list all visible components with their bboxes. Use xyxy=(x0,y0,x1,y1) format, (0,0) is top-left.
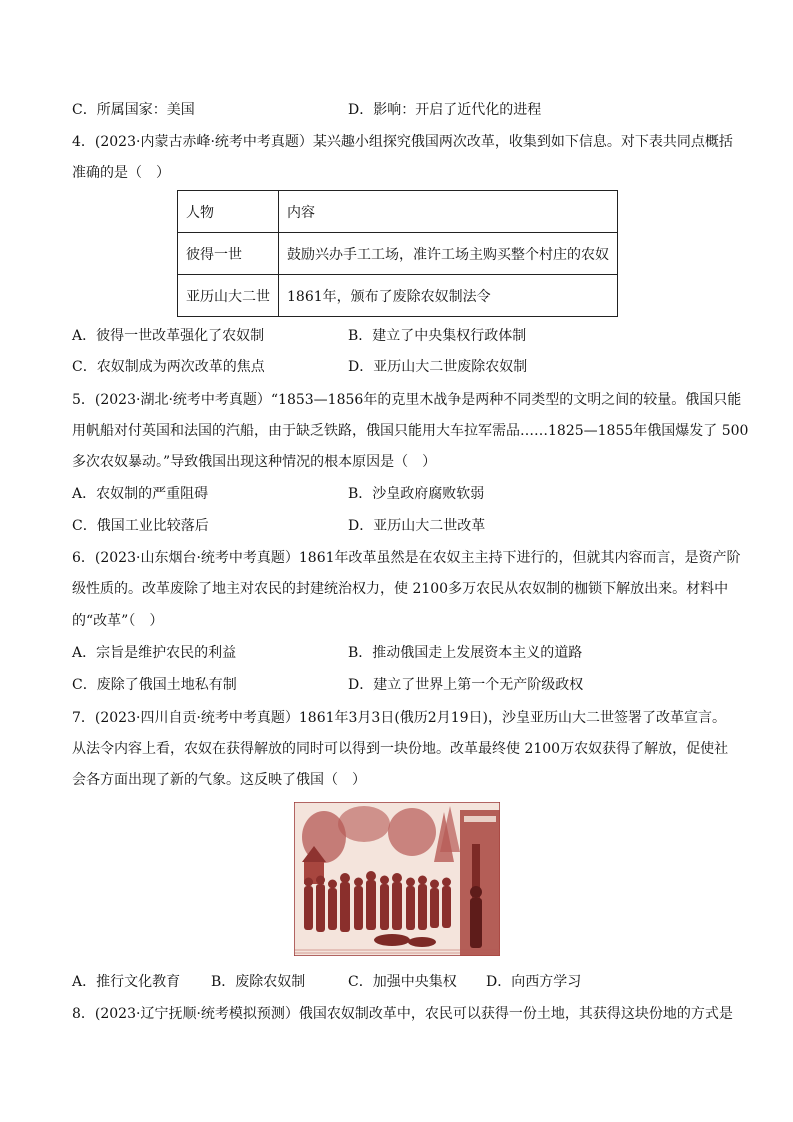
q8-stem-line1: 8．(2023·辽宁抚顺·统考模拟预测）俄国农奴制改革中，农民可以获得一份土地，其获得这块份地的方式是 xyxy=(72,1006,733,1022)
q6-stem-line3: 的“改革”（ ） xyxy=(72,613,164,629)
table-row xyxy=(178,233,618,275)
q4-info-table xyxy=(177,190,618,317)
table-cell: 鼓励兴办手工工场，准许工场主购买整个村庄的农奴 xyxy=(279,233,618,275)
q4-option-b: B．建立了中央集权行政体制 xyxy=(348,328,527,344)
q5-option-d: D．亚历山大二世改革 xyxy=(348,518,486,534)
q7-stem-line2: 从法令内容上看，农奴在获得解放的同时可以得到一块份地。改革最终使 2100万农奴获得了解放，促使社 xyxy=(72,741,729,757)
q6-stem-line1: 6．(2023·山东烟台·统考中考真题）1861年改革虽然是在农奴主主持下进行的，但就其内容而言，是资产阶 xyxy=(72,550,741,566)
q7-stem-line1: 7．(2023·四川自贡·统考中考真题）1861年3月3日(俄历2月19日)，沙皇亚历山大二世签署了改革宣言。 xyxy=(72,710,726,726)
q5-stem-line2: 用帆船对付英国和法国的汽船，由于缺乏铁路，俄国只能用大车拉军需品……1825—1855年俄国爆发了 500 xyxy=(72,423,749,439)
q7-option-b: B．废除农奴制 xyxy=(211,974,306,990)
table-header-row xyxy=(178,191,618,233)
q6-option-a: A．宗旨是维护农民的利益 xyxy=(72,645,237,661)
table-row xyxy=(178,275,618,317)
q7-option-d: D．向西方学习 xyxy=(486,974,582,990)
q4-option-a: A．彼得一世改革强化了农奴制 xyxy=(72,328,265,344)
q4-stem-line1: 4．(2023·内蒙古赤峰·统考中考真题）某兴趣小组探究俄国两次改革，收集到如下信息。对下表共同点概括 xyxy=(72,134,733,150)
q6-stem-line2: 级性质的。改革废除了地主对农民的封建统治权力，使 2100多万农民从农奴制的枷锁下解放出来。材料中 xyxy=(72,581,729,597)
q7-option-a: A．推行文化教育 xyxy=(72,974,181,990)
q4-stem-line2: 准确的是（ ） xyxy=(72,165,170,181)
q7-option-c: C．加强中央集权 xyxy=(348,974,457,990)
q6-option-d: D．建立了世界上第一个无产阶级政权 xyxy=(348,677,584,693)
q7-stem-line3: 会各方面出现了新的气象。这反映了俄国（ ） xyxy=(72,772,366,788)
table-header-cell: 人物 xyxy=(178,191,279,233)
q4-option-c: C．农奴制成为两次改革的焦点 xyxy=(72,359,265,375)
table-cell: 彼得一世 xyxy=(178,233,279,275)
q5-option-c: C．俄国工业比较落后 xyxy=(72,518,209,534)
q3-option-d: D．影响：开启了近代化的进程 xyxy=(348,102,542,118)
q3-option-c: C．所属国家：美国 xyxy=(72,102,195,118)
q5-stem-line1: 5．(2023·湖北·统考中考真题）“1853—1856年的克里木战争是两种不同类型的文明之间的较量。俄国只能 xyxy=(72,392,742,408)
q6-option-b: B．推动俄国走上发展资本主义的道路 xyxy=(348,645,583,661)
q6-option-c: C．废除了俄国土地私有制 xyxy=(72,677,237,693)
q5-option-a: A．农奴制的严重阻碍 xyxy=(72,486,209,502)
q5-stem-line3: 多次农奴暴动。”导致俄国出现这种情况的根本原因是（ ） xyxy=(72,454,437,470)
q5-option-b: B．沙皇政府腐败软弱 xyxy=(348,486,485,502)
table-cell: 亚历山大二世 xyxy=(178,275,279,317)
q4-option-d: D．亚历山大二世废除农奴制 xyxy=(348,359,528,375)
table-header-cell: 内容 xyxy=(279,191,618,233)
table-cell: 1861年，颁布了废除农奴制法令 xyxy=(279,275,618,317)
serf-emancipation-engraving xyxy=(294,802,500,956)
